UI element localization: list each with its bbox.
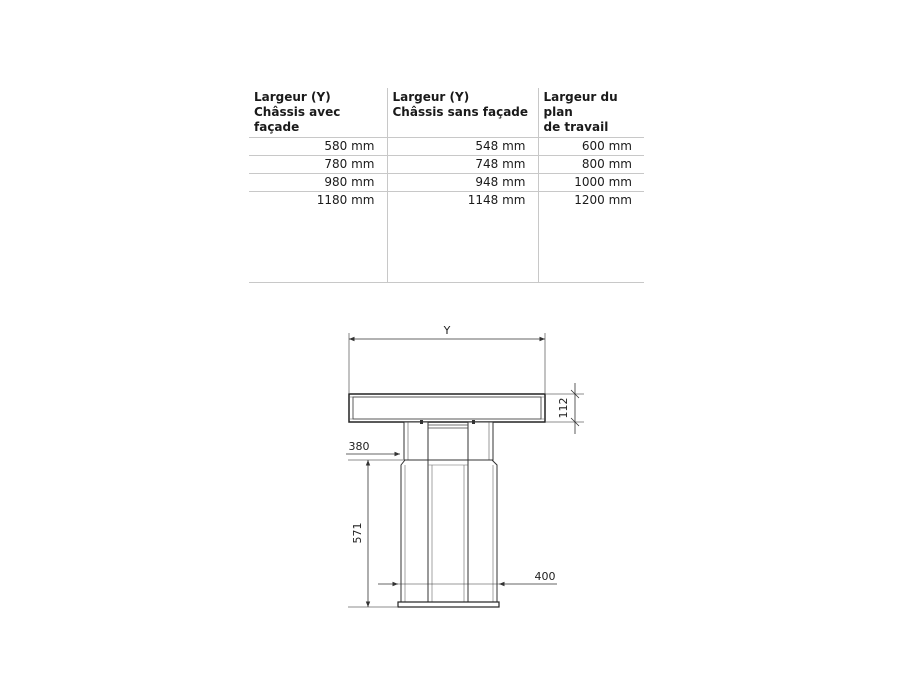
dimension-base-width-label: 400: [534, 570, 556, 583]
table-cell: 580 mm: [249, 138, 387, 156]
table-cell: 1148 mm: [387, 192, 538, 210]
dimension-top-height: [546, 383, 584, 434]
header-line: de travail: [543, 120, 609, 134]
dimension-column-height-label: 571: [351, 522, 364, 544]
table-cell: 548 mm: [387, 138, 538, 156]
dimension-column-width: [346, 440, 400, 454]
worktop: [349, 394, 545, 422]
header-line: Châssis sans façade: [392, 105, 529, 119]
dimension-column-width-label: 380: [348, 440, 370, 453]
header-line: Largeur (Y): [392, 90, 470, 104]
table-cell: 948 mm: [387, 174, 538, 192]
dimension-width-label: Y: [443, 324, 451, 337]
header-line: Largeur (Y): [254, 90, 331, 104]
table-cell: 1200 mm: [538, 192, 644, 210]
table-cell: 800 mm: [538, 156, 644, 174]
table-cell: 748 mm: [387, 156, 538, 174]
table-cell: 780 mm: [249, 156, 387, 174]
lower-columns: [398, 460, 499, 607]
table-cell: 980 mm: [249, 174, 387, 192]
table-cell: 1000 mm: [538, 174, 644, 192]
table-cell: 1180 mm: [249, 192, 387, 210]
dimension-width: [349, 324, 545, 393]
dimension-column-height: [348, 460, 403, 607]
upper-columns: [404, 420, 493, 460]
dimension-top-height-label: 112: [557, 397, 570, 419]
header-line: Largeur du plan: [543, 90, 618, 119]
header-line: Châssis avec façade: [254, 105, 341, 134]
table-cell: 600 mm: [538, 138, 644, 156]
